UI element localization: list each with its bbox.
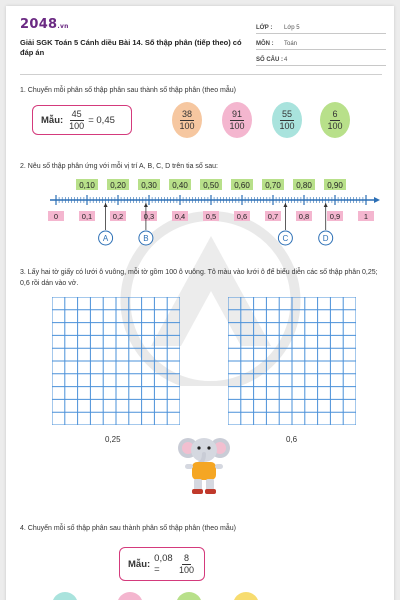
top-tick-label: 0,50: [203, 181, 219, 190]
sample-fraction: $\frac{8}{100}$: [178, 552, 194, 575]
top-tick-label: 0,10: [79, 181, 95, 190]
meta-row-class: [256, 18, 386, 34]
meta-row-subject: [256, 34, 386, 50]
logo-suffix: .vn: [57, 23, 69, 30]
bottom-tick-label: 0,7: [267, 212, 279, 221]
bottom-tick-label: 0,3: [143, 212, 155, 221]
top-tick-label: 0,60: [234, 181, 250, 190]
question-4-text: 4. Chuyển mỗi số thập phân sau thành phân số thập phân (theo mẫu): [20, 525, 236, 532]
top-tick-label: 0,30: [141, 181, 157, 190]
page-title: Giải SGK Toán 5 Cánh diều Bài 14. Số thập phân (tiếp theo) có đáp án: [20, 38, 242, 58]
worksheet-meta: [256, 18, 386, 66]
point-label: D: [322, 234, 329, 243]
q4-answer-oval[interactable]: [117, 592, 143, 600]
meta-value: Toán: [284, 41, 298, 47]
grid-100-squares-left: [52, 297, 180, 425]
q1-fraction-item[interactable]: $\frac{91}{100}$: [222, 102, 252, 138]
top-tick-label: 0,90: [327, 181, 343, 190]
point-arrow-head: [104, 203, 108, 207]
bottom-tick-label: 0,9: [329, 212, 341, 221]
q1-fraction-item[interactable]: $\frac{38}{100}$: [172, 102, 202, 138]
sample-result: = 0,45: [88, 114, 115, 126]
bottom-tick-label: 0,1: [81, 212, 93, 221]
question-2-text: 2. Nêu số thập phân ứng với mỗi vị trí A, B, C, D trên tia số sau:: [20, 163, 218, 170]
meta-label: SỐ CÂU :: [256, 57, 283, 63]
question-3-text: 3. Lấy hai tờ giấy có lưới ô vuông, mỗi tờ gồm 100 ô vuông. Tô màu vào lưới ô để biểu diễn các số thập phân 0,25; 0,6 rồi dán vào vở.: [20, 269, 378, 287]
top-tick-label: 0,70: [265, 181, 281, 190]
bottom-tick-label: 0,2: [112, 212, 124, 221]
sample-label: Mẫu:: [128, 558, 151, 570]
meta-value: Lớp 5: [284, 25, 300, 31]
site-logo[interactable]: [20, 17, 69, 32]
point-arrow-head: [144, 203, 148, 207]
grid-100-squares-right: [228, 297, 356, 425]
bottom-tick-label: 0,5: [205, 212, 217, 221]
elephant-mascot-icon: [176, 434, 232, 496]
logo-text: 2048: [20, 17, 58, 32]
bottom-tick-label: 0,6: [236, 212, 248, 221]
point-arrow-head: [324, 203, 328, 207]
q4-sample-box: [119, 547, 205, 581]
point-label: A: [102, 234, 109, 243]
meta-label: LỚP :: [256, 25, 273, 31]
header-divider: [20, 74, 382, 75]
top-tick-label: 0,80: [296, 181, 312, 190]
bottom-tick-label: 0,8: [298, 212, 310, 221]
meta-row-count: [256, 50, 386, 66]
q4-answer-oval[interactable]: [233, 592, 259, 600]
meta-value: 4: [284, 57, 288, 63]
sample-value: 0,08 =: [154, 553, 173, 575]
q4-answer-oval[interactable]: [176, 592, 202, 600]
bottom-tick-label: 0,4: [174, 212, 186, 221]
meta-label: MÔN :: [256, 41, 274, 47]
question-1-text: 1. Chuyển mỗi phân số thập phân sau thành số thập phân (theo mẫu): [20, 87, 236, 94]
q1-fraction-item[interactable]: $\frac{6}{100}$: [320, 102, 350, 138]
number-line-diagram: [36, 178, 381, 248]
q4-answer-oval[interactable]: [52, 592, 78, 600]
q1-sample-box: [32, 105, 132, 135]
top-tick-label: 0,40: [172, 181, 188, 190]
arrow-right-icon: [374, 197, 380, 203]
point-label: C: [282, 234, 289, 243]
point-arrow-head: [283, 203, 287, 207]
sample-fraction: $\frac{45}{100}$: [69, 108, 85, 131]
grid-left-label: 0,25: [105, 435, 121, 444]
point-label: B: [143, 234, 149, 243]
bottom-tick-label: 0: [53, 212, 59, 221]
top-tick-label: 0,20: [110, 181, 126, 190]
grid-right-label: 0,6: [286, 435, 298, 444]
worksheet-page: [6, 6, 394, 600]
q1-fraction-item[interactable]: $\frac{55}{100}$: [272, 102, 302, 138]
sample-label: Mẫu:: [41, 114, 64, 126]
bottom-tick-label: 1: [363, 212, 369, 221]
